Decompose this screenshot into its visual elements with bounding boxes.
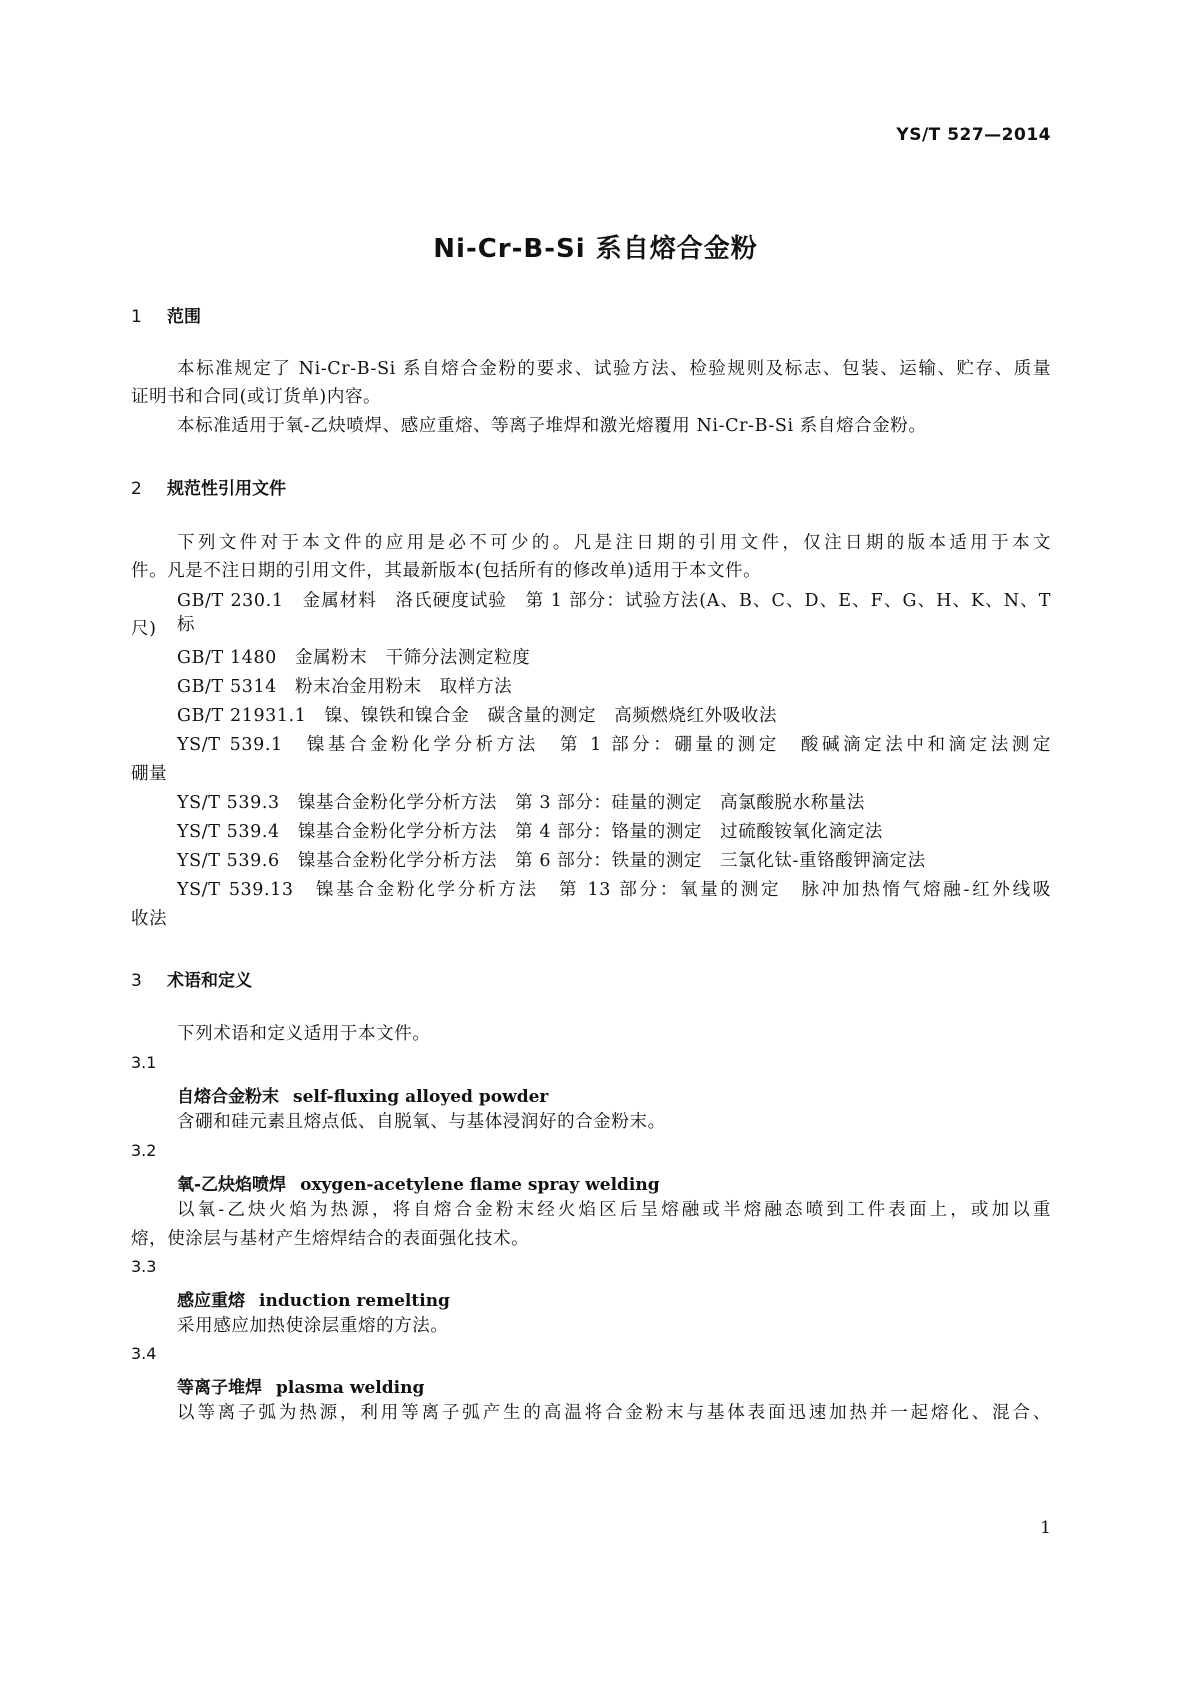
- reference-line: YS/T 539.3 镍基合金粉化学分析方法 第 3 部分：硅量的测定 高氯酸脱水称量法: [177, 793, 865, 813]
- reference-line: GB/T 5314 粉末冶金用粉末 取样方法: [177, 677, 513, 697]
- term-title: [177, 1170, 660, 1195]
- paragraph-line: 本标准规定了 Ni-Cr-B-Si 系自熔合金粉的要求、试验方法、检验规则及标志、包装、运输、贮存、质量: [177, 359, 1051, 379]
- term-number: 3.3: [131, 1257, 157, 1276]
- section-title: 术语和定义: [167, 971, 252, 991]
- term-title: [177, 1082, 548, 1107]
- paragraph-line: 证明书和合同(或订货单)内容。: [131, 387, 382, 407]
- reference-line: YS/T 539.13 镍基合金粉化学分析方法 第 13 部分：氧量的测定 脉冲加热惰气熔融-红外线吸: [177, 880, 1051, 900]
- document-title: Ni-Cr-B-Si 系自熔合金粉: [433, 234, 758, 264]
- term-title: [177, 1286, 450, 1311]
- term-zh: 等离子堆焊: [177, 1378, 262, 1398]
- term-definition: 熔，使涂层与基材产生熔焊结合的表面强化技术。: [131, 1229, 530, 1249]
- section-number: 3: [131, 971, 142, 991]
- standard-code: YS/T 527—2014: [896, 125, 1051, 145]
- section-title: 规范性引用文件: [167, 479, 286, 499]
- term-definition: 含硼和硅元素且熔点低、自脱氧、与基体浸润好的合金粉末。: [177, 1112, 666, 1132]
- term-number: 3.4: [131, 1344, 157, 1363]
- reference-line: 硼量: [131, 764, 168, 784]
- term-definition: 以氧-乙炔火焰为热源，将自熔合金粉末经火焰区后呈熔融或半熔融态喷到工件表面上，或加以重: [177, 1200, 1051, 1220]
- term-definition: 以等离子弧为热源，利用等离子弧产生的高温将合金粉末与基体表面迅速加热并一起熔化、混合、: [177, 1403, 1051, 1423]
- section-3-heading: [131, 966, 252, 991]
- reference-line: GB/T 1480 金属粉末 干筛分法测定粒度: [177, 648, 531, 668]
- term-zh: 感应重熔: [177, 1291, 245, 1311]
- term-number: 3.1: [131, 1053, 157, 1072]
- section-number: 1: [131, 307, 142, 327]
- term-definition: 采用感应加热使涂层重熔的方法。: [177, 1316, 449, 1336]
- reference-line: GB/T 21931.1 镍、镍铁和镍合金 碳含量的测定 高频燃烧红外吸收法: [177, 706, 778, 726]
- reference-line: 收法: [131, 909, 168, 929]
- paragraph-line: 本标准适用于氧-乙炔喷焊、感应重熔、等离子堆焊和激光熔覆用 Ni-Cr-B-Si 系自熔合金粉。: [177, 416, 927, 436]
- term-en: plasma welding: [276, 1378, 425, 1398]
- term-zh: 自熔合金粉末: [177, 1087, 279, 1107]
- section-title: 范围: [167, 307, 201, 327]
- section-number: 2: [131, 479, 142, 499]
- reference-line: GB/T 230.1 金属材料 洛氏硬度试验 第 1 部分：试验方法(A、B、C、D、E、F、G、H、K、N、T 标: [177, 591, 1051, 635]
- reference-line: YS/T 539.1 镍基合金粉化学分析方法 第 1 部分：硼量的测定 酸碱滴定法中和滴定法测定: [177, 735, 1051, 755]
- paragraph-line: 下列文件对于本文件的应用是必不可少的。凡是注日期的引用文件，仅注日期的版本适用于本文: [177, 533, 1051, 553]
- term-zh: 氧-乙炔焰喷焊: [177, 1175, 287, 1195]
- term-number: 3.2: [131, 1141, 157, 1160]
- reference-line: YS/T 539.6 镍基合金粉化学分析方法 第 6 部分：铁量的测定 三氯化钛-重铬酸钾滴定法: [177, 851, 926, 871]
- term-en: self-fluxing alloyed powder: [293, 1087, 549, 1107]
- term-en: induction remelting: [259, 1291, 450, 1311]
- reference-line: 尺): [131, 619, 157, 639]
- page-number: 1: [1040, 1518, 1051, 1538]
- term-en: oxygen-acetylene flame spray welding: [300, 1175, 660, 1195]
- paragraph-line: 件。凡是不注日期的引用文件，其最新版本(包括所有的修改单)适用于本文件。: [131, 561, 762, 581]
- section-1-heading: [131, 302, 201, 327]
- section-2-heading: [131, 474, 286, 499]
- reference-line: YS/T 539.4 镍基合金粉化学分析方法 第 4 部分：铬量的测定 过硫酸铵氧化滴定法: [177, 822, 884, 842]
- term-title: [177, 1373, 424, 1398]
- paragraph-line: 下列术语和定义适用于本文件。: [177, 1024, 431, 1044]
